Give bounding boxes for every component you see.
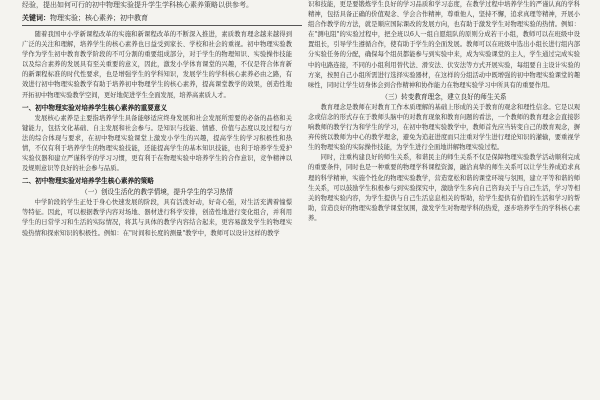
abstract-text: 经验，提出如何可行的初中物理实验提升学生学科核心素养策略以供参考。 — [22, 1, 253, 9]
intro-paragraph: 随着我国中小学新课程改革的实施和新课程改革的不断深入推进，素质教育理念越来越得到广泛的关注和理解，培养学生的核心素养也日益受到家长、学校和社会的重视。初中物理实验教学作为学生初中教育教学阶段的不可分割的重要组成部分，对于学生的物理知识、实验操作技能以及综合素养的发展具有至关重要的意义，因此，激发小学体育课堂的兴趣，不仅是符合体育新的新课程标准的时代性要求，也是增强学生的学科知识，发展学生的学科核心素养必由之路，有效进行初中物理实验教学有助于培养初中物理学生的核心素养，提高课堂教学的效果，创造性地开拓初中物理实验教学空间，更好地促进学生全面发展，培养高素质人才。 — [22, 31, 292, 99]
keywords-label: 关键词： — [22, 14, 50, 22]
left-column — [22, 30, 292, 239]
keywords-line — [22, 13, 302, 23]
right-column — [308, 0, 580, 224]
keywords-value: 物理实验；核心素养；初中教育 — [50, 14, 148, 22]
subsection-heading-3: （三）转变教育理念，建立良好的师生关系 — [381, 92, 507, 101]
header-divider — [22, 25, 302, 26]
section-1-paragraph: 发展核心素养是主要指培养学生具备能够适应终身发展和社会发展所需要的必备的品格和关键能力，包括文化基础、自主发展和社会参与。是知识与技能、情感、价值与态度以及过程与方法的综合体现与要求，在初中物理实验课堂上激发小学生的兴趣，提高学生的学习积极性和热情，不仅有利于培养学生的物理实验技能，还能提高学生的基本知识技能，也利于培养学生爱护实验仪器和建立严谨科学的学习习惯，更有利于在物理实验中培养学生的合作意识，竞争精神以及规则意识等良好的社会参与品质。 — [22, 114, 292, 173]
right-paragraph-1: 识和技能，更是要锻炼学生良好的学习品质和学习态度，在教学过程中培养学生的严谨认真的学科精神，包括具备正确的价值观念、学会合作精神，尊重他人，坚持不懈，追求真理等精神，开展小组合作教学的方法，就是顺应国际课改的发展方向，也有助于激发学生对物理实验的热情。例如：在"测电阻"的实验过程中，把全班以6人一组自愿组队的原则分成若干小组，教师可以在班级中设置组长，引导学生遵循合作，使有助于学生的全面发展。教师可以在班级中选出小组长进行组内部分实验任务的分配，确保每个组员都能参与到实验中来，成为实验课堂的主人，学生通过完成实验中的电路连接，不同的小组利用替代法、滑安法、伏安法等方式开展实验，每组要自主设计实验的方案，按照自己小组所需进行选择实验器材，在这样的分组活动中既增强的初中物理实验课堂的趣味性，同时让学生切身体会到合作精神和协作能力在物理实验学习中所具有的重要作用。 — [308, 1, 580, 89]
right-paragraph-2: 教育理念是教师在对教育工作本质理解的基础上形成的关于教育的观念和理性信念。它是以观念或信念的形式存在于教师头脑中的对教育现象和教育问题的看法，一个教师的教育理念会直接影响教师的教学行为和学生的学习，在初中物理实验教学中，教师首先应当转变自己的教育观念，摒弃传统以教师为中心的教学理念，避免为追赶进度而只注重对学生进行理论知识的灌输，要重视学生的物理实验的实际操作技能，为学生进行全面地讲解物理实验过程。 — [308, 103, 580, 152]
section-heading-2: 二、初中物理实验对培养学生核心素养的策略 — [22, 177, 154, 186]
subsection-heading-1: （一）创设生活化的教学情境，提升学生的学习热情 — [81, 188, 233, 197]
right-paragraph-3: 同时，注重构建良好的师生关系，和谐民主的师生关系不仅是保障物理实验教学活动顺利完成的重要条件，同时也是一种重要的物理学科课程资源，融洽真挚的师生关系可以让学生养成追求真理的科学精神，实施个性化的物理实验教学，营造宽松和谐的课堂环境与氛围，建立平等和谐的师生关系，可以鼓励学生积极参与到实验探究中，激励学生多向自己咨询关于与自己生活，学习等相关的物理实验内容，为学生提供与自己生活息息相关的帮助，给学生提供有价值的生活和学习的帮助，营造良好的物理实验教学课堂氛围，激发学生对物理学科的热爱，逐步培养学生的学科核心素养。 — [308, 154, 580, 222]
section-heading-1: 一、初中物理实验对培养学生核心素养的重要意义 — [22, 103, 168, 112]
section-2-paragraph: 中学阶段的学生正处于身心快速发展的阶段，具有活泼好动，好奇心强，对生活充满着憧憬等特征。因此，可以根据教学内容对场地、器材进行科学安排，创造性地进行变化组合，并利用学生的日常学习和生活的实际情况，将其与具体的教学内容结合起来，更容易激发学生的物理实验热情和探索知识的积极性。例如：在"时间和长度的测量"教学中，教师可以设计这样的教学 — [22, 199, 292, 237]
